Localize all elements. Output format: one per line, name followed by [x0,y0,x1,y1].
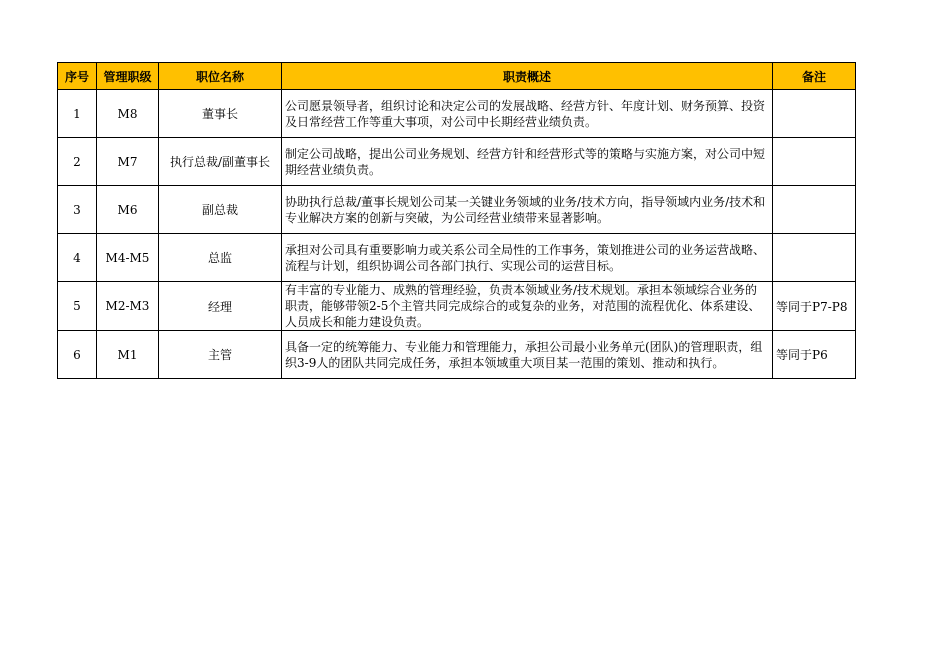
cell-name[interactable]: 总监 [159,234,282,282]
cell-note[interactable] [773,186,856,234]
cell-level[interactable]: M1 [97,331,159,379]
cell-desc[interactable]: 具备一定的统筹能力、专业能力和管理能力，承担公司最小业务单元(团队)的管理职责，组织3-9人的团队共同完成任务，承担本领域重大项目某一范围的策划、推动和执行。 [282,331,773,379]
cell-seq[interactable]: 4 [58,234,97,282]
cell-seq[interactable]: 6 [58,331,97,379]
cell-desc[interactable]: 公司愿景领导者，组织讨论和决定公司的发展战略、经营方针、年度计划、财务预算、投资及日常经营工作等重大事项，对公司中长期经营业绩负责。 [282,90,773,138]
cell-seq[interactable]: 2 [58,138,97,186]
header-row [58,63,856,90]
cell-note[interactable] [773,138,856,186]
cell-note[interactable] [773,90,856,138]
cell-desc[interactable]: 协助执行总裁/董事长规划公司某一关键业务领域的业务/技术方向，指导领域内业务/技术和专业解决方案的创新与突破，为公司经营业绩带来显著影响。 [282,186,773,234]
cell-note[interactable]: 等同于P7-P8 [773,282,856,331]
table-row [58,138,856,186]
table-row [58,90,856,138]
cell-level[interactable]: M7 [97,138,159,186]
table-row [58,282,856,331]
table-row [58,234,856,282]
cell-seq[interactable]: 5 [58,282,97,331]
cell-name[interactable]: 副总裁 [159,186,282,234]
cell-desc[interactable]: 承担对公司具有重要影响力或关系公司全局性的工作事务，策划推进公司的业务运营战略、流程与计划，组织协调公司各部门执行、实现公司的运营目标。 [282,234,773,282]
job-level-table [57,62,856,379]
table-row [58,331,856,379]
header-name[interactable]: 职位名称 [159,63,282,90]
header-seq[interactable]: 序号 [58,63,97,90]
cell-name[interactable]: 主管 [159,331,282,379]
header-level[interactable]: 管理职级 [97,63,159,90]
cell-desc[interactable]: 制定公司战略，提出公司业务规划、经营方针和经营形式等的策略与实施方案，对公司中短期经营业绩负责。 [282,138,773,186]
cell-seq[interactable]: 1 [58,90,97,138]
cell-level[interactable]: M6 [97,186,159,234]
header-note[interactable]: 备注 [773,63,856,90]
cell-level[interactable]: M4-M5 [97,234,159,282]
cell-name[interactable]: 执行总裁/副董事长 [159,138,282,186]
cell-desc[interactable]: 有丰富的专业能力、成熟的管理经验，负责本领域业务/技术规划。承担本领域综合业务的职责，能够带领2-5个主管共同完成综合的或复杂的业务，对范围的流程优化、体系建设、人员成长和能力建设负责。 [282,282,773,331]
cell-name[interactable]: 董事长 [159,90,282,138]
header-desc[interactable]: 职责概述 [282,63,773,90]
table-row [58,186,856,234]
cell-note[interactable]: 等同于P6 [773,331,856,379]
cell-seq[interactable]: 3 [58,186,97,234]
cell-name[interactable]: 经理 [159,282,282,331]
cell-level[interactable]: M2-M3 [97,282,159,331]
cell-note[interactable] [773,234,856,282]
cell-level[interactable]: M8 [97,90,159,138]
